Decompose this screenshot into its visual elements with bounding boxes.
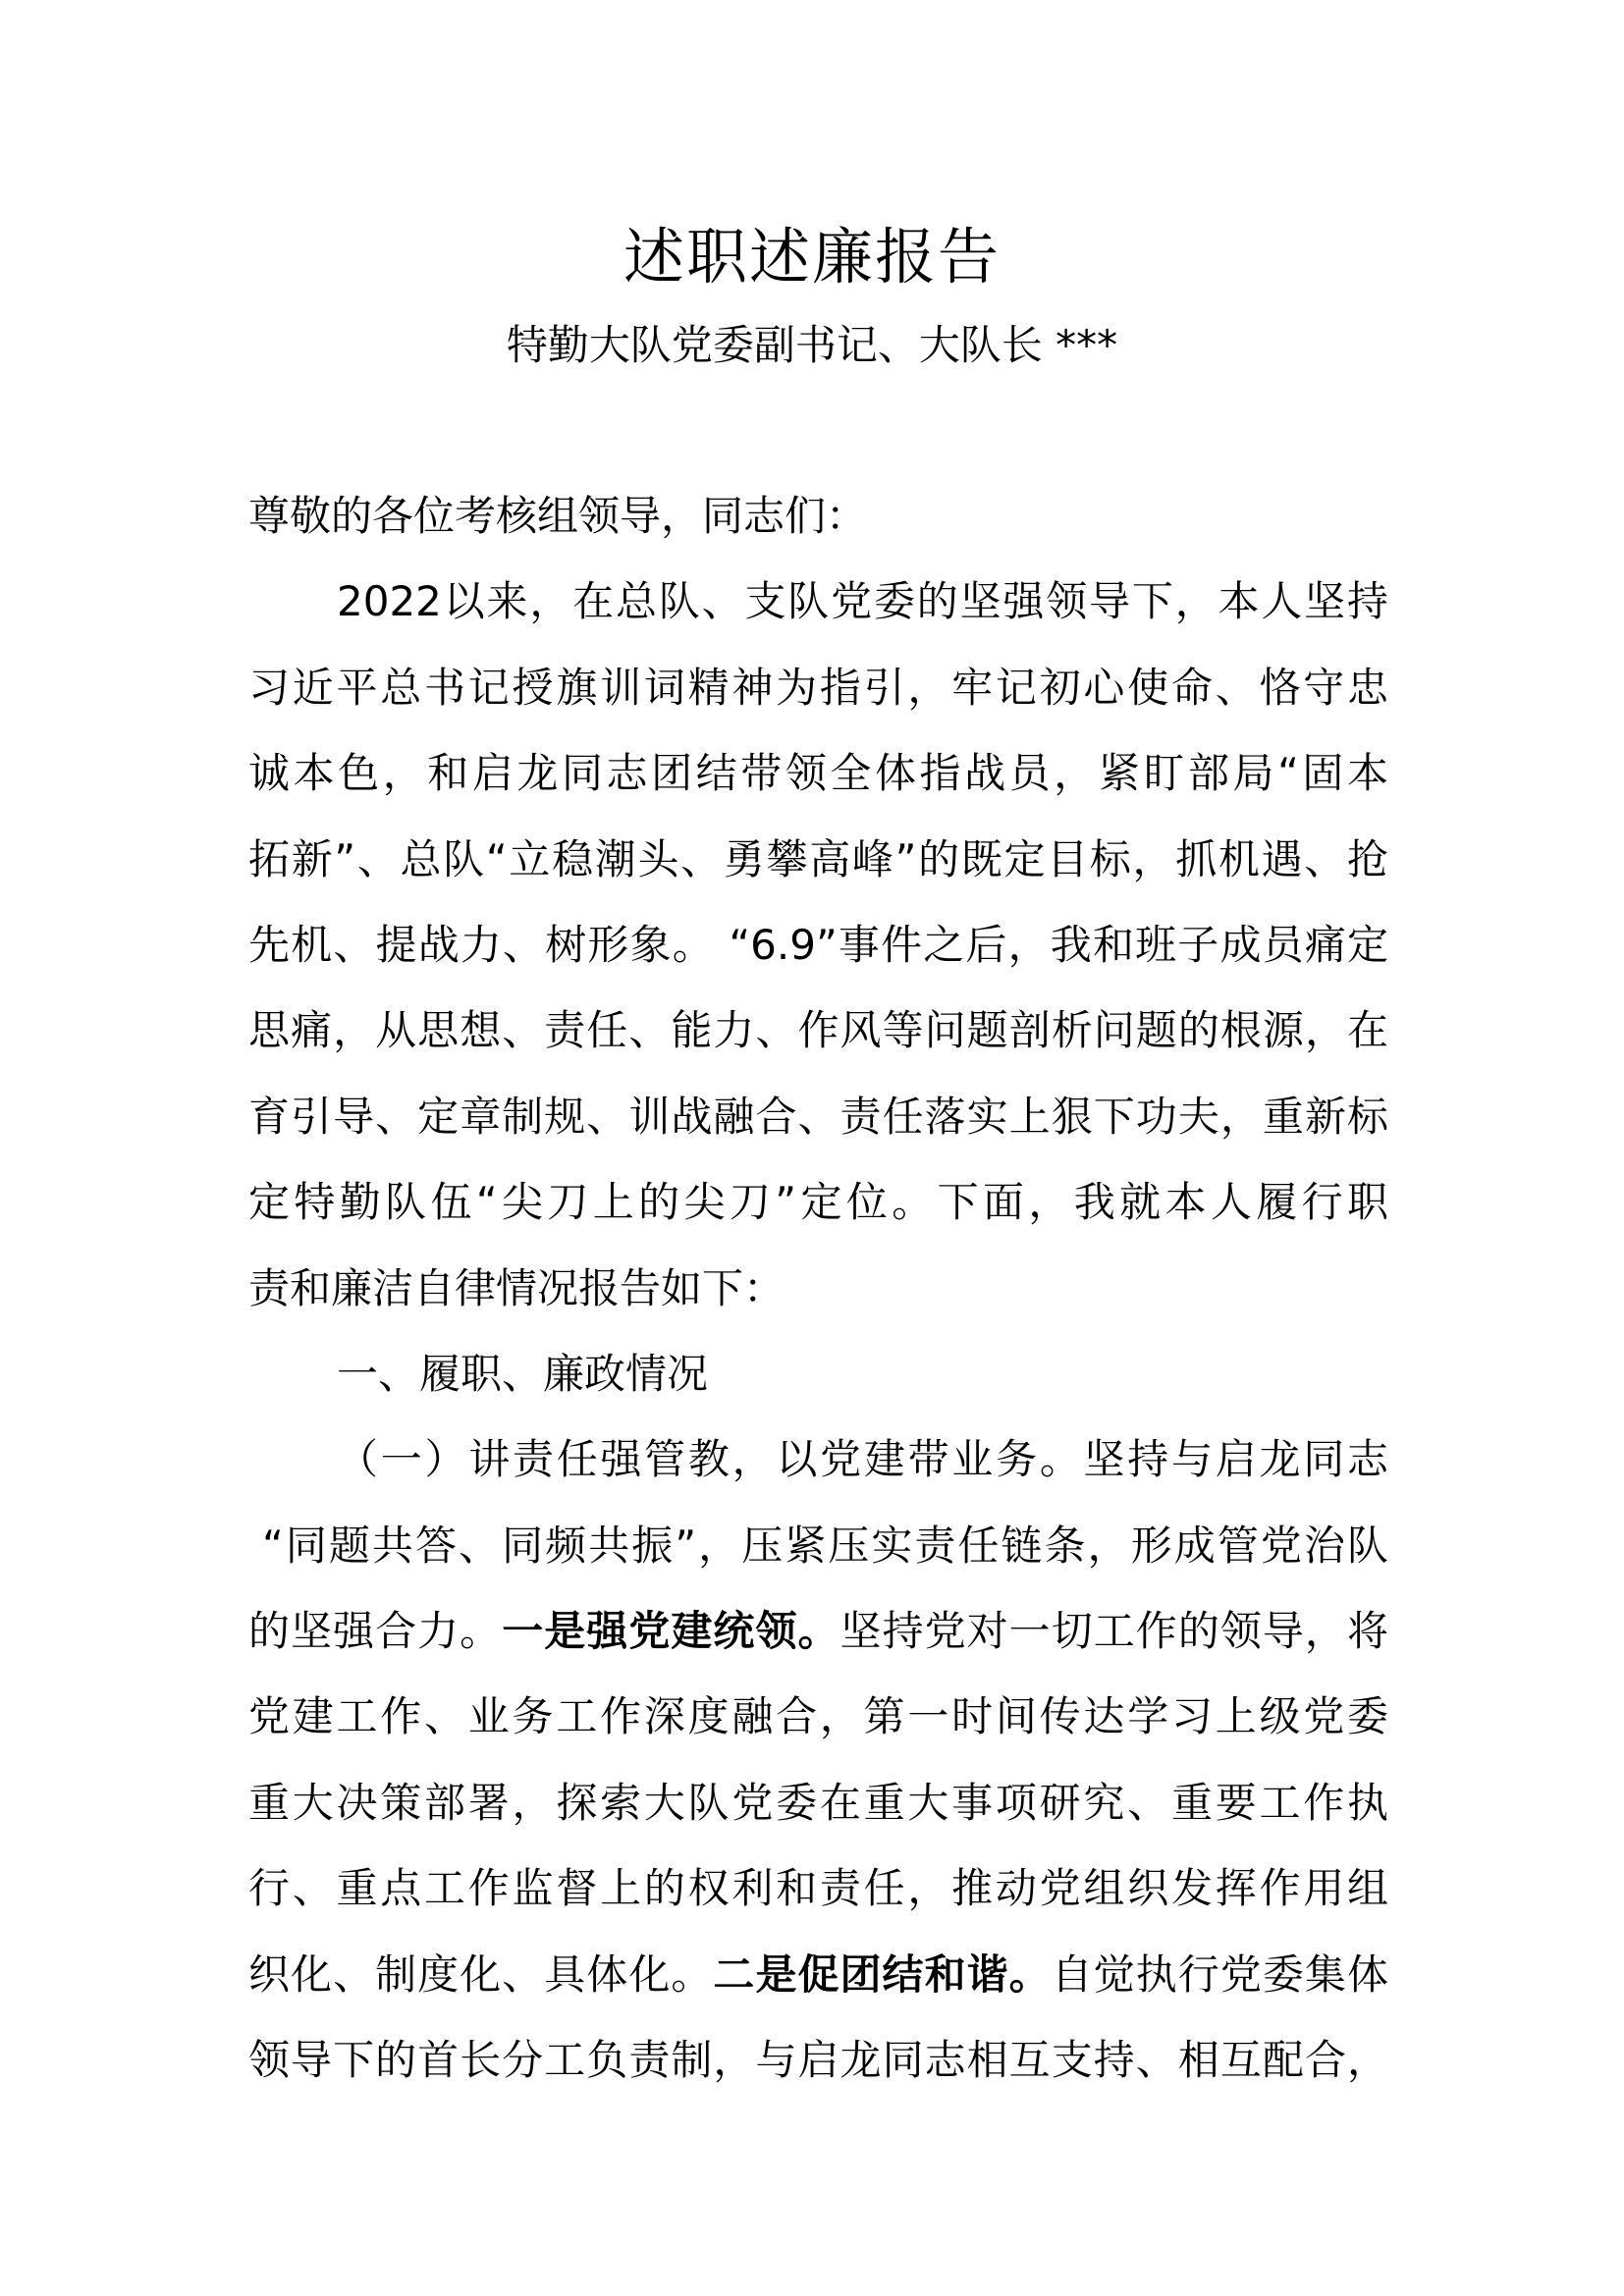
text-line	[248, 1588, 1388, 1674]
body-text: “同题共答、同频共振”，压紧压实责任链条，形成管党治队	[262, 1521, 1388, 1570]
text-line	[248, 817, 1388, 902]
text-line	[248, 559, 1388, 644]
body-text: 领导下的首长分工负责制，与启龙同志相互支持、相互配合，	[248, 2036, 1388, 2085]
body-text: 先机、提战力、树形象。 “6.9”事件之后，我和班子成员痛定	[248, 920, 1388, 969]
text-line	[248, 1246, 1388, 1331]
text-line	[248, 1159, 1388, 1245]
body-text: 织化、制度化、具体化。	[248, 1949, 714, 1999]
body-text: （一）讲责任强管教，以党建带业务。坚持与启龙同志	[337, 1435, 1388, 1484]
body-text: 的坚强合力。	[248, 1607, 503, 1656]
text-line	[248, 1845, 1388, 1931]
text-line	[248, 1674, 1388, 1759]
text-line	[248, 1932, 1388, 2017]
body-text: 拓新”、总队“立稳潮头、勇攀高峰”的既定目标，抓机遇、抢	[248, 834, 1388, 883]
text-line	[248, 1074, 1388, 1159]
text-line	[248, 988, 1388, 1073]
body-text: 行、重点工作监督上的权利和责任，推动党组织发挥作用组	[248, 1864, 1388, 1913]
body-text: 定特勤队伍“尖刀上的尖刀”定位。下面，我就本人履行职	[248, 1178, 1388, 1227]
body-text: 坚持党对一切工作的领导，将	[839, 1607, 1388, 1656]
text-line	[248, 1503, 1388, 1588]
body-text: 诚本色，和启龙同志团结带领全体指战员，紧盯部局“固本	[248, 749, 1388, 798]
body-text: 育引导、定章制规、训战融合、责任落实上狠下功夫，重新标	[248, 1092, 1388, 1141]
document-subtitle: 特勤大队党委副书记、大队长 ***	[506, 321, 1118, 369]
text-line	[248, 2017, 1388, 2103]
body-text: 习近平总书记授旗训词精神为指引，牢记初心使命、恪守忠	[248, 663, 1388, 712]
body-text: 尊敬的各位考核组领导，同志们：	[248, 492, 868, 540]
bold-heading-text: 一是强党建统领。	[502, 1607, 840, 1656]
body-text: 2022以来，在总队、支队党委的坚强领导下，本人坚持	[337, 577, 1388, 626]
text-line	[248, 645, 1388, 730]
body-text: 重大决策部署，探索大队党委在重大事项研究、重要工作执	[248, 1778, 1388, 1827]
text-line	[248, 730, 1388, 816]
text-line	[248, 1331, 1388, 1416]
bold-heading-text: 二是促团结和谐。	[713, 1949, 1052, 1999]
text-line	[248, 1760, 1388, 1845]
text-line	[248, 1416, 1388, 1502]
body-text: 一、履职、廉政情况	[337, 1349, 709, 1398]
text-line	[248, 902, 1388, 988]
document-title: 述职述廉报告	[623, 221, 1001, 293]
text-line	[248, 473, 1388, 559]
body-text: 党建工作、业务工作深度融合，第一时间传达学习上级党委	[248, 1692, 1388, 1741]
document-body	[248, 473, 1388, 2103]
body-text: 自觉执行党委集体	[1051, 1949, 1388, 1999]
body-text: 责和廉洁自律情况报告如下：	[248, 1263, 785, 1312]
body-text: 思痛，从思想、责任、能力、作风等问题剖析问题的根源，在	[248, 1006, 1388, 1055]
